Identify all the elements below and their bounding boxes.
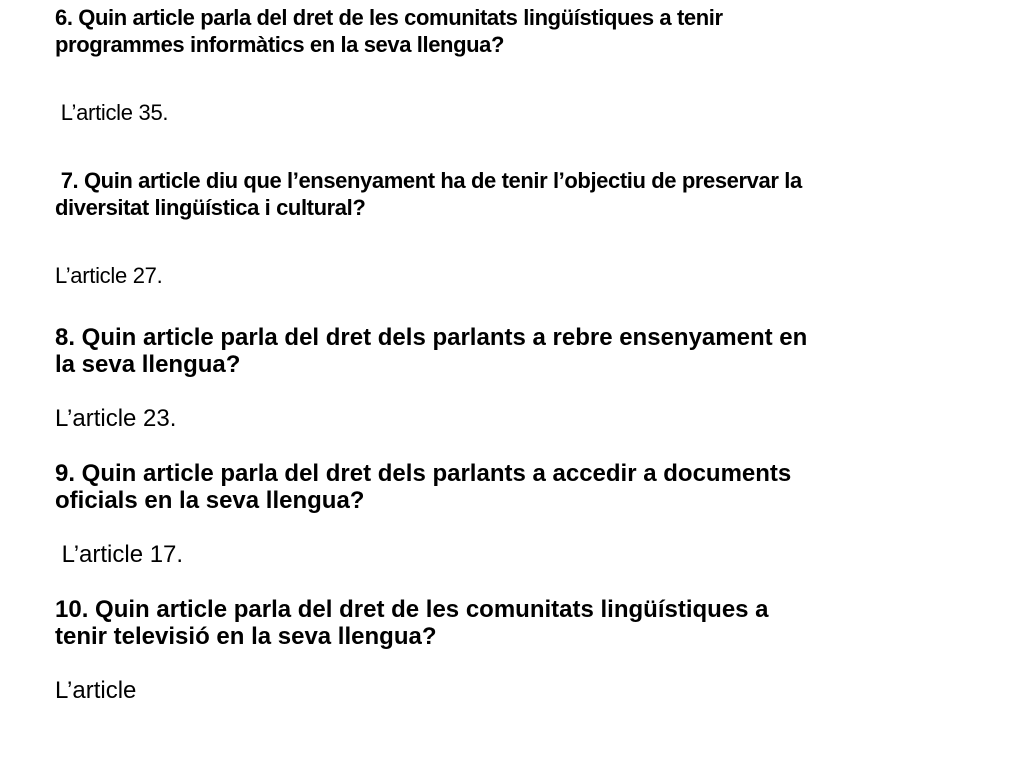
question-8-line-2: la seva llengua?: [55, 351, 241, 378]
question-6-line-1: 6. Quin article parla del dret de les comunitats lingüístiques a tenir: [55, 5, 723, 30]
question-10-line-2: tenir televisió en la seva llengua?: [55, 623, 437, 650]
answer-10: L’article: [55, 677, 137, 704]
question-9-line-2: oficials en la seva llengua?: [55, 487, 365, 514]
question-6-line-2: programmes informàtics en la seva llengua?: [55, 32, 505, 57]
question-7-line-1: 7. Quin article diu que l’ensenyament ha de tenir l’objectiu de preservar la: [55, 168, 802, 193]
question-7-line-2: diversitat lingüística i cultural?: [55, 195, 366, 220]
question-8-line-1: 8. Quin article parla del dret dels parlants a rebre ensenyament en: [55, 324, 808, 351]
answer-6: L’article 35.: [55, 100, 169, 125]
answer-9: L’article 17.: [55, 541, 184, 568]
question-9-line-1: 9. Quin article parla del dret dels parlants a accedir a documents: [55, 460, 792, 487]
answer-7: L’article 27.: [55, 263, 163, 288]
question-10-line-1: 10. Quin article parla del dret de les comunitats lingüístiques a: [55, 596, 769, 623]
answer-8: L’article 23.: [55, 405, 177, 432]
